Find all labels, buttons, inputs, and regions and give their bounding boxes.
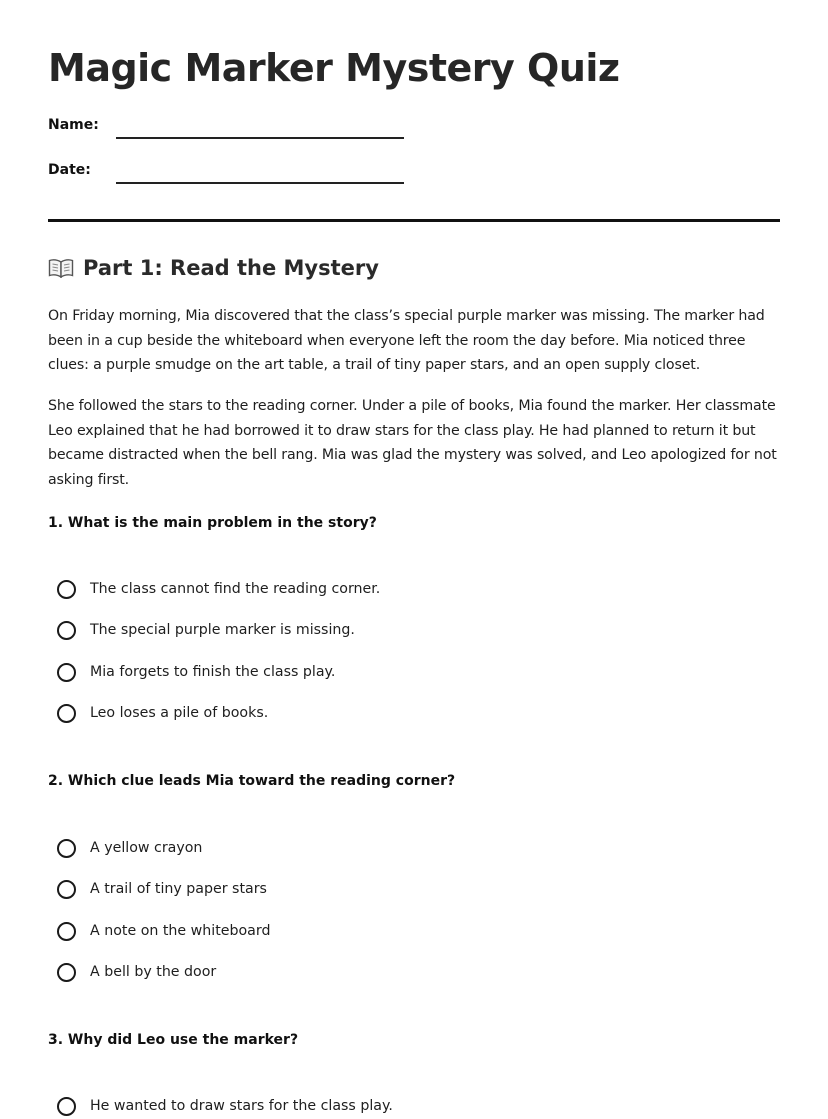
radio-button[interactable] <box>57 663 76 682</box>
q1-option-c[interactable] <box>57 659 557 685</box>
date-label: Date: <box>48 162 91 178</box>
page-title: Magic Marker Mystery Quiz <box>48 46 620 90</box>
option-label: The special purple marker is missing. <box>90 622 355 638</box>
question-1: 1. What is the main problem in the story? <box>48 515 377 531</box>
option-label: Leo loses a pile of books. <box>90 705 269 721</box>
radio-button[interactable] <box>57 922 76 941</box>
header-divider <box>48 219 780 222</box>
q3-option-a[interactable] <box>57 1093 557 1119</box>
name-label: Name: <box>48 117 99 133</box>
radio-button[interactable] <box>57 880 76 899</box>
radio-button[interactable] <box>57 621 76 640</box>
option-label: Mia forgets to finish the class play. <box>90 664 336 680</box>
radio-button[interactable] <box>57 1097 76 1116</box>
q2-option-c[interactable] <box>57 918 557 944</box>
date-blank-line[interactable] <box>116 182 404 184</box>
name-field[interactable] <box>48 117 408 141</box>
option-label: A bell by the door <box>90 964 217 980</box>
radio-button[interactable] <box>57 580 76 599</box>
question-2: 2. Which clue leads Mia toward the reading corner? <box>48 773 456 789</box>
story-paragraph-2: She followed the stars to the reading corner. Under a pile of books, Mia found the marker. Her classmate Leo explained that he had borrowed it to draw stars for the class play. He had planned to return it but became distracted when the bell rang. Mia was glad the mystery was solved, and Leo apologized for not asking first. <box>48 398 777 489</box>
radio-button[interactable] <box>57 839 76 858</box>
option-label: A yellow crayon <box>90 840 203 856</box>
radio-button[interactable] <box>57 963 76 982</box>
open-book-icon <box>48 258 74 278</box>
option-label: He wanted to draw stars for the class play. <box>90 1098 393 1114</box>
section-title-part-1 <box>48 256 379 280</box>
name-blank-line[interactable] <box>116 137 404 139</box>
q2-option-b[interactable] <box>57 876 557 902</box>
section-title-text: Part 1: Read the Mystery <box>83 256 379 280</box>
q2-option-a[interactable] <box>57 835 557 861</box>
date-field[interactable] <box>48 162 408 186</box>
q2-option-d[interactable] <box>57 959 557 985</box>
q1-option-d[interactable] <box>57 700 557 726</box>
question-3: 3. Why did Leo use the marker? <box>48 1032 299 1048</box>
option-label: A note on the whiteboard <box>90 923 271 939</box>
option-label: A trail of tiny paper stars <box>90 881 267 897</box>
q1-option-a[interactable] <box>57 576 557 602</box>
q1-option-b[interactable] <box>57 617 557 643</box>
story-paragraph-1: On Friday morning, Mia discovered that the class’s special purple marker was missing. The marker had been in a cup beside the whiteboard when everyone left the room the day before. Mia noticed three clues: a purple smudge on the art table, a trail of tiny paper stars, and an open supply closet. <box>48 308 765 374</box>
radio-button[interactable] <box>57 704 76 723</box>
option-label: The class cannot find the reading corner. <box>90 581 381 597</box>
